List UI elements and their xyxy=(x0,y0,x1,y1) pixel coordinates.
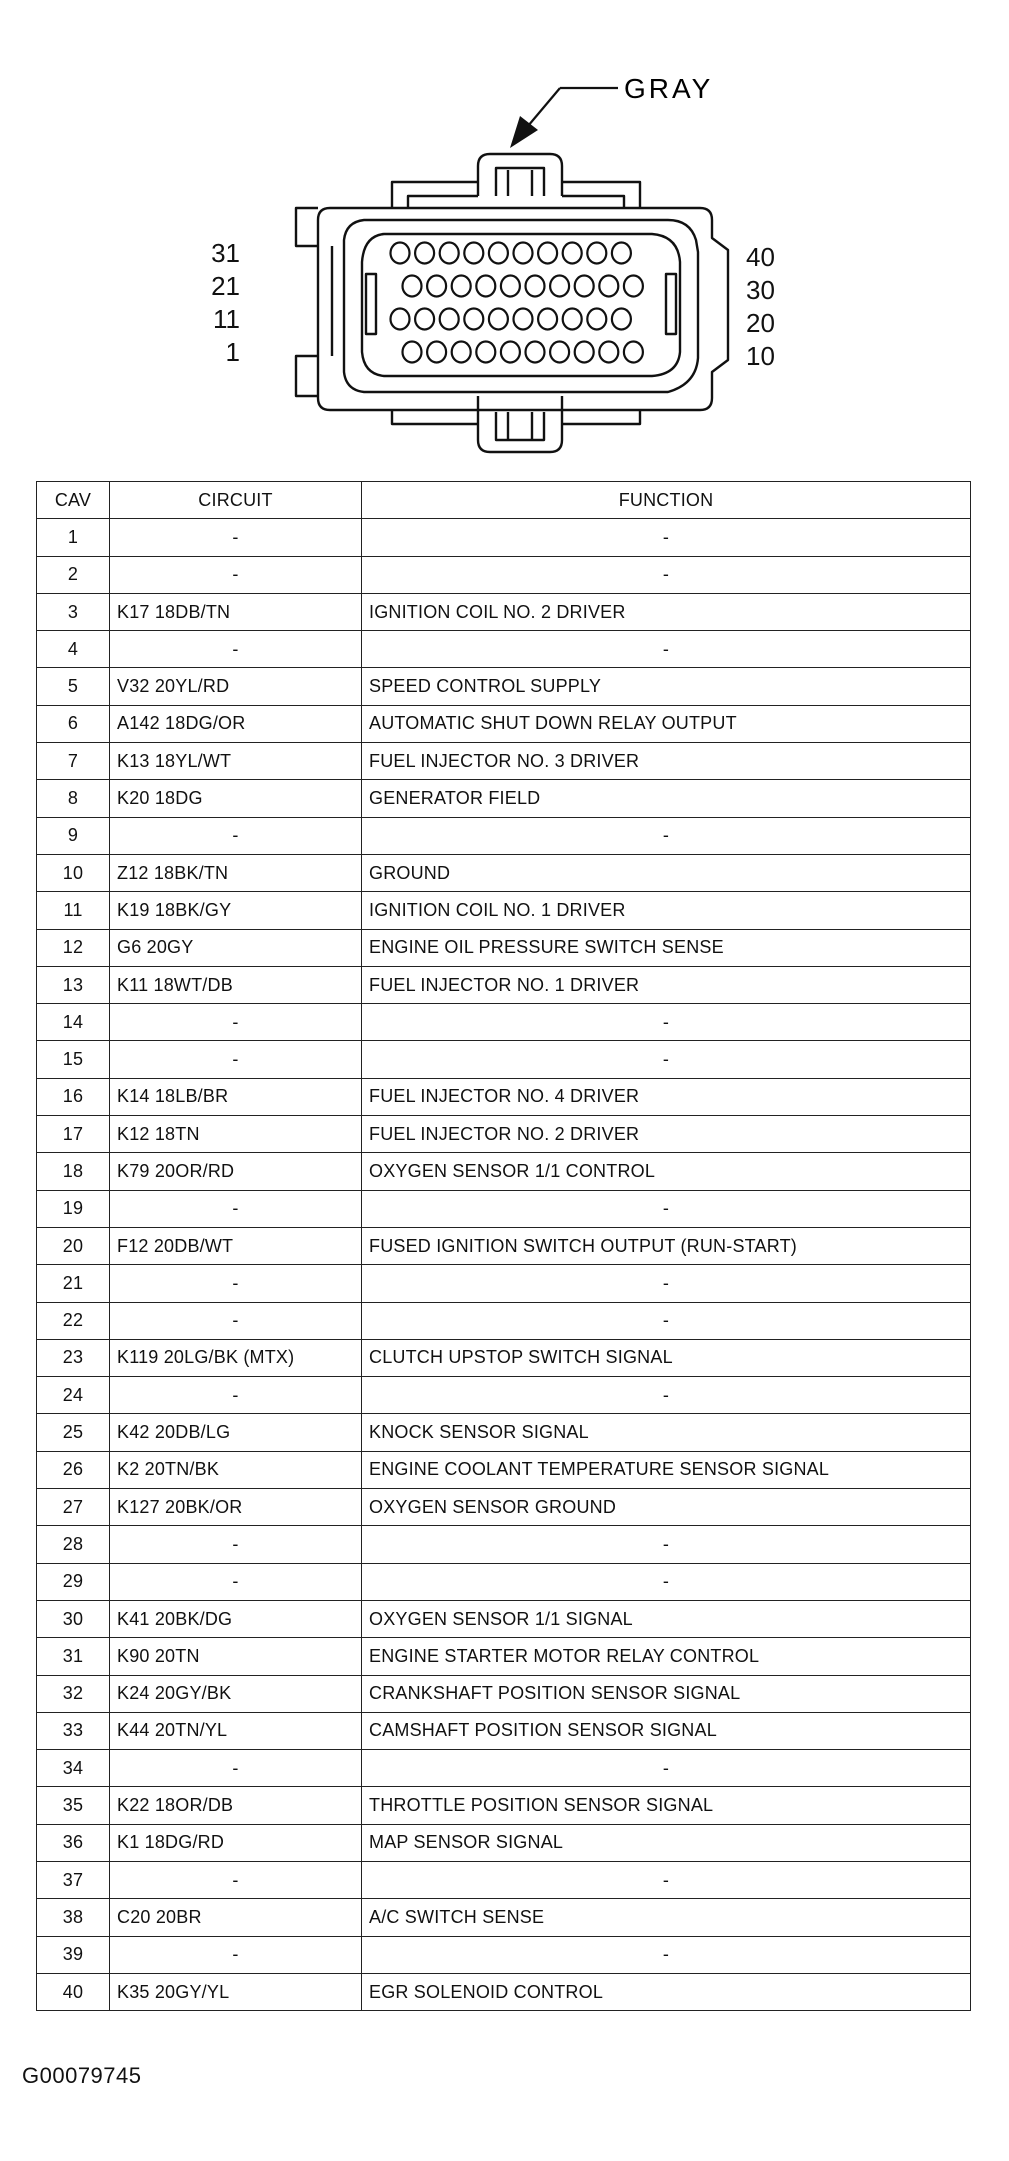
function-cell: FUEL INJECTOR NO. 1 DRIVER xyxy=(362,966,971,1003)
cav-cell: 20 xyxy=(37,1227,110,1264)
circuit-cell: K11 18WT/DB xyxy=(110,966,362,1003)
circuit-cell: - xyxy=(110,1563,362,1600)
cav-cell: 16 xyxy=(37,1078,110,1115)
cav-cell: 21 xyxy=(37,1265,110,1302)
circuit-cell: K119 20LG/BK (MTX) xyxy=(110,1339,362,1376)
pin-cavity xyxy=(403,276,422,297)
header-cav: CAV xyxy=(37,482,110,519)
cav-cell: 29 xyxy=(37,1563,110,1600)
function-cell: IGNITION COIL NO. 1 DRIVER xyxy=(362,892,971,929)
table-row xyxy=(37,1489,971,1526)
top-latch-inner xyxy=(496,168,544,196)
cav-cell: 23 xyxy=(37,1339,110,1376)
left-ear-top xyxy=(296,208,318,246)
function-cell: FUSED IGNITION SWITCH OUTPUT (RUN-START) xyxy=(362,1227,971,1264)
top-latch-window xyxy=(508,170,532,196)
table-row xyxy=(37,1973,971,2010)
cav-cell: 10 xyxy=(37,854,110,891)
function-cell: - xyxy=(362,1526,971,1563)
bottom-latch-inner xyxy=(496,412,544,440)
circuit-cell: V32 20YL/RD xyxy=(110,668,362,705)
pin-cavity xyxy=(489,243,508,264)
pin-cavity xyxy=(464,309,483,330)
circuit-cell: K42 20DB/LG xyxy=(110,1414,362,1451)
circuit-cell: - xyxy=(110,817,362,854)
function-cell: ENGINE STARTER MOTOR RELAY CONTROL xyxy=(362,1638,971,1675)
circuit-cell: - xyxy=(110,1004,362,1041)
circuit-cell: - xyxy=(110,1750,362,1787)
connector-diagram xyxy=(0,0,1009,470)
pin-cavity xyxy=(612,243,631,264)
circuit-cell: - xyxy=(110,1936,362,1973)
table-row xyxy=(37,1563,971,1600)
table-row xyxy=(37,1787,971,1824)
cav-cell: 12 xyxy=(37,929,110,966)
table-row xyxy=(37,1190,971,1227)
circuit-cell: K44 20TN/YL xyxy=(110,1712,362,1749)
circuit-cell: K19 18BK/GY xyxy=(110,892,362,929)
pin-cavity xyxy=(415,243,434,264)
cavity-label-21: 21 xyxy=(211,271,240,301)
pin-cavity xyxy=(538,243,557,264)
table-body xyxy=(37,519,971,2011)
pin-cavity xyxy=(452,342,471,363)
table-row xyxy=(37,1675,971,1712)
circuit-cell: F12 20DB/WT xyxy=(110,1227,362,1264)
table-row xyxy=(37,1339,971,1376)
circuit-cell: - xyxy=(110,1526,362,1563)
circuit-cell: K2 20TN/BK xyxy=(110,1451,362,1488)
circuit-cell: A142 18DG/OR xyxy=(110,705,362,742)
circuit-cell: K17 18DB/TN xyxy=(110,593,362,630)
circuit-cell: K14 18LB/BR xyxy=(110,1078,362,1115)
circuit-cell: K35 20GY/YL xyxy=(110,1973,362,2010)
table-row xyxy=(37,1153,971,1190)
pin-cavity xyxy=(514,243,533,264)
circuit-cell: K24 20GY/BK xyxy=(110,1675,362,1712)
table-row xyxy=(37,966,971,1003)
cav-cell: 35 xyxy=(37,1787,110,1824)
pin-cavity xyxy=(440,309,459,330)
circuit-cell: - xyxy=(110,1377,362,1414)
table-row xyxy=(37,1451,971,1488)
table-row xyxy=(37,780,971,817)
circuit-cell: G6 20GY xyxy=(110,929,362,966)
function-cell: - xyxy=(362,1190,971,1227)
pin-cavity xyxy=(587,243,606,264)
function-cell: - xyxy=(362,1936,971,1973)
circuit-cell: - xyxy=(110,1861,362,1898)
table-row xyxy=(37,1861,971,1898)
table-row xyxy=(37,1712,971,1749)
circuit-cell: K12 18TN xyxy=(110,1116,362,1153)
cav-cell: 36 xyxy=(37,1824,110,1861)
pin-cavity xyxy=(563,309,582,330)
pin-cavity xyxy=(538,309,557,330)
cav-cell: 39 xyxy=(37,1936,110,1973)
cav-cell: 25 xyxy=(37,1414,110,1451)
table-row xyxy=(37,743,971,780)
function-cell: EGR SOLENOID CONTROL xyxy=(362,1973,971,2010)
function-cell: - xyxy=(362,1041,971,1078)
function-cell: CAMSHAFT POSITION SENSOR SIGNAL xyxy=(362,1712,971,1749)
function-cell: ENGINE OIL PRESSURE SWITCH SENSE xyxy=(362,929,971,966)
table-row xyxy=(37,1265,971,1302)
cav-cell: 30 xyxy=(37,1600,110,1637)
callout-arrow-shaft xyxy=(528,88,560,126)
cav-cell: 9 xyxy=(37,817,110,854)
pin-cavity xyxy=(391,243,410,264)
function-cell: FUEL INJECTOR NO. 3 DRIVER xyxy=(362,743,971,780)
function-cell: AUTOMATIC SHUT DOWN RELAY OUTPUT xyxy=(362,705,971,742)
table-row xyxy=(37,556,971,593)
table-row xyxy=(37,1638,971,1675)
cav-cell: 4 xyxy=(37,631,110,668)
header-circuit: CIRCUIT xyxy=(110,482,362,519)
circuit-cell: Z12 18BK/TN xyxy=(110,854,362,891)
cav-cell: 38 xyxy=(37,1899,110,1936)
function-cell: - xyxy=(362,1563,971,1600)
cav-cell: 19 xyxy=(37,1190,110,1227)
cav-cell: 7 xyxy=(37,743,110,780)
cav-cell: 6 xyxy=(37,705,110,742)
function-cell: THROTTLE POSITION SENSOR SIGNAL xyxy=(362,1787,971,1824)
circuit-cell: K13 18YL/WT xyxy=(110,743,362,780)
function-cell: GROUND xyxy=(362,854,971,891)
cav-cell: 33 xyxy=(37,1712,110,1749)
figure-id: G00079745 xyxy=(22,2063,142,2088)
pin-cavity xyxy=(514,309,533,330)
circuit-cell: - xyxy=(110,1302,362,1339)
cavity-label-20: 20 xyxy=(746,308,775,338)
circuit-cell: K1 18DG/RD xyxy=(110,1824,362,1861)
circuit-cell: - xyxy=(110,1190,362,1227)
table-row xyxy=(37,1302,971,1339)
table-row xyxy=(37,705,971,742)
cavity-label-31: 31 xyxy=(211,238,240,268)
function-cell: A/C SWITCH SENSE xyxy=(362,1899,971,1936)
top-latch xyxy=(478,154,562,196)
table-row xyxy=(37,519,971,556)
circuit-cell: K79 20OR/RD xyxy=(110,1153,362,1190)
table-row xyxy=(37,593,971,630)
table-row xyxy=(37,1041,971,1078)
left-key xyxy=(366,274,376,334)
cav-cell: 22 xyxy=(37,1302,110,1339)
function-cell: FUEL INJECTOR NO. 2 DRIVER xyxy=(362,1116,971,1153)
cav-cell: 13 xyxy=(37,966,110,1003)
cav-cell: 24 xyxy=(37,1377,110,1414)
right-key xyxy=(666,274,676,334)
pin-cavity xyxy=(624,342,643,363)
function-cell: OXYGEN SENSOR 1/1 SIGNAL xyxy=(362,1600,971,1637)
circuit-cell: K20 18DG xyxy=(110,780,362,817)
function-cell: - xyxy=(362,1302,971,1339)
table-row xyxy=(37,854,971,891)
pin-cavity xyxy=(501,342,520,363)
pin-cavity xyxy=(587,309,606,330)
table-row xyxy=(37,1377,971,1414)
function-cell: - xyxy=(362,1861,971,1898)
cav-cell: 32 xyxy=(37,1675,110,1712)
pin-cavity xyxy=(575,276,594,297)
cav-cell: 15 xyxy=(37,1041,110,1078)
function-cell: - xyxy=(362,1377,971,1414)
table-row xyxy=(37,1750,971,1787)
circuit-cell: - xyxy=(110,631,362,668)
function-cell: - xyxy=(362,519,971,556)
cav-cell: 31 xyxy=(37,1638,110,1675)
cav-cell: 28 xyxy=(37,1526,110,1563)
left-ear-bottom xyxy=(296,356,318,396)
table-row xyxy=(37,1116,971,1153)
cav-cell: 34 xyxy=(37,1750,110,1787)
function-cell: CRANKSHAFT POSITION SENSOR SIGNAL xyxy=(362,1675,971,1712)
circuit-cell: - xyxy=(110,556,362,593)
function-cell: - xyxy=(362,1004,971,1041)
table-row xyxy=(37,1824,971,1861)
function-cell: - xyxy=(362,556,971,593)
table-row xyxy=(37,1526,971,1563)
pin-cavity xyxy=(526,342,545,363)
cavity-label-1: 1 xyxy=(225,337,240,367)
cav-cell: 3 xyxy=(37,593,110,630)
pin-cavity xyxy=(612,309,631,330)
function-cell: IGNITION COIL NO. 2 DRIVER xyxy=(362,593,971,630)
cav-cell: 18 xyxy=(37,1153,110,1190)
circuit-cell: - xyxy=(110,1041,362,1078)
connector-housing-mid xyxy=(344,220,698,392)
cavity-label-10: 10 xyxy=(746,341,775,371)
pin-cavity xyxy=(599,342,618,363)
function-cell: OXYGEN SENSOR 1/1 CONTROL xyxy=(362,1153,971,1190)
header-function: FUNCTION xyxy=(362,482,971,519)
cav-cell: 17 xyxy=(37,1116,110,1153)
pin-cavity xyxy=(427,276,446,297)
cav-cell: 1 xyxy=(37,519,110,556)
cavity-label-40: 40 xyxy=(746,242,775,272)
pin-cavity xyxy=(391,309,410,330)
table-row xyxy=(37,1227,971,1264)
circuit-cell: - xyxy=(110,1265,362,1302)
pin-cavity xyxy=(427,342,446,363)
function-cell: SPEED CONTROL SUPPLY xyxy=(362,668,971,705)
cav-cell: 26 xyxy=(37,1451,110,1488)
table-row xyxy=(37,1004,971,1041)
pin-cavity xyxy=(464,243,483,264)
pin-cavity xyxy=(599,276,618,297)
connector-color-label: GRAY xyxy=(624,73,714,104)
bottom-latch xyxy=(478,396,562,452)
cav-cell: 2 xyxy=(37,556,110,593)
circuit-cell: C20 20BR xyxy=(110,1899,362,1936)
table-row xyxy=(37,1936,971,1973)
pin-cavity xyxy=(489,309,508,330)
pin-cavity xyxy=(415,309,434,330)
cav-cell: 8 xyxy=(37,780,110,817)
cav-cell: 5 xyxy=(37,668,110,705)
table-row xyxy=(37,1899,971,1936)
cavity-label-30: 30 xyxy=(746,275,775,305)
table-row xyxy=(37,668,971,705)
cav-cell: 11 xyxy=(37,892,110,929)
function-cell: FUEL INJECTOR NO. 4 DRIVER xyxy=(362,1078,971,1115)
pin-cavity xyxy=(440,243,459,264)
cavity-label-11: 11 xyxy=(213,304,240,334)
pin-cavity xyxy=(550,276,569,297)
table-row xyxy=(37,1414,971,1451)
pin-cavity xyxy=(403,342,422,363)
pin-grid xyxy=(391,243,643,363)
function-cell: - xyxy=(362,631,971,668)
circuit-cell: K41 20BK/DG xyxy=(110,1600,362,1637)
circuit-cell: K127 20BK/OR xyxy=(110,1489,362,1526)
circuit-cell: - xyxy=(110,519,362,556)
function-cell: KNOCK SENSOR SIGNAL xyxy=(362,1414,971,1451)
function-cell: OXYGEN SENSOR GROUND xyxy=(362,1489,971,1526)
table-row xyxy=(37,929,971,966)
table-row xyxy=(37,892,971,929)
top-shoulder-inner xyxy=(408,196,624,208)
pin-cavity xyxy=(501,276,520,297)
pinout-table xyxy=(36,481,971,2011)
function-cell: GENERATOR FIELD xyxy=(362,780,971,817)
pin-cavity xyxy=(550,342,569,363)
pin-cavity xyxy=(526,276,545,297)
table-row xyxy=(37,1600,971,1637)
pin-cavity xyxy=(476,342,495,363)
function-cell: - xyxy=(362,1265,971,1302)
table-header-row xyxy=(37,482,971,519)
function-cell: - xyxy=(362,1750,971,1787)
bottom-latch-window xyxy=(508,412,532,440)
table-row xyxy=(37,817,971,854)
pin-cavity xyxy=(575,342,594,363)
function-cell: MAP SENSOR SIGNAL xyxy=(362,1824,971,1861)
circuit-cell: K90 20TN xyxy=(110,1638,362,1675)
pin-cavity xyxy=(476,276,495,297)
pin-cavity xyxy=(563,243,582,264)
pin-cavity xyxy=(624,276,643,297)
function-cell: CLUTCH UPSTOP SWITCH SIGNAL xyxy=(362,1339,971,1376)
cav-cell: 37 xyxy=(37,1861,110,1898)
cav-cell: 27 xyxy=(37,1489,110,1526)
cav-cell: 40 xyxy=(37,1973,110,2010)
circuit-cell: K22 18OR/DB xyxy=(110,1787,362,1824)
bottom-shoulder xyxy=(392,410,640,424)
function-cell: - xyxy=(362,817,971,854)
table-row xyxy=(37,1078,971,1115)
pin-cavity xyxy=(452,276,471,297)
table-row xyxy=(37,631,971,668)
cav-cell: 14 xyxy=(37,1004,110,1041)
function-cell: ENGINE COOLANT TEMPERATURE SENSOR SIGNAL xyxy=(362,1451,971,1488)
